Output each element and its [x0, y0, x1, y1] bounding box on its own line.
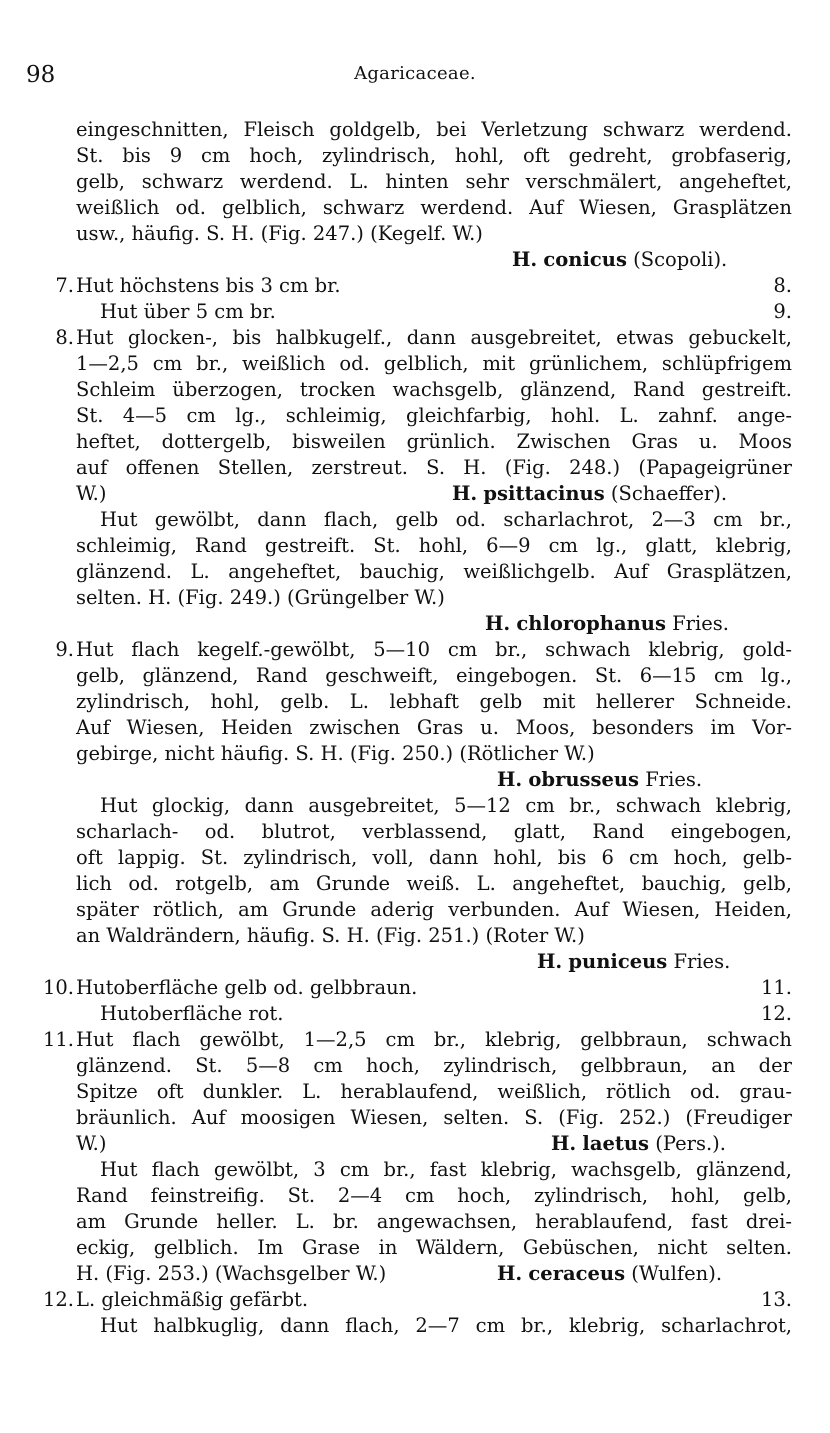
text-line [0, 403, 830, 429]
text-line [0, 897, 830, 923]
text-line [0, 1131, 830, 1157]
line-text: an Waldrändern, häufig. S. H. (Fig. 251.) (Roter W.) [76, 924, 585, 947]
species-epithet: laetus [582, 1132, 650, 1155]
genus-abbrev: H. [537, 950, 563, 973]
text-line [0, 247, 830, 273]
text-line [0, 949, 830, 975]
text-line [0, 1105, 830, 1131]
text-line [0, 117, 830, 143]
key-reference: 13. [760, 1288, 792, 1311]
line-text: Rand feinstreifig. St. 2—4 cm hoch, zylindrisch, hohl, gelb, [76, 1184, 792, 1207]
genus-abbrev: H. [485, 612, 511, 635]
text-line [0, 715, 830, 741]
text-line [0, 767, 830, 793]
key-lead: Hut höchstens bis 3 cm br. [76, 274, 341, 297]
text-line [0, 1235, 830, 1261]
line-text: eingeschnitten, Fleisch goldgelb, bei Verletzung schwarz werdend. [76, 118, 792, 141]
text-line [0, 1027, 830, 1053]
text-line [0, 377, 830, 403]
text-line [0, 1183, 830, 1209]
line-text: auf offenen Stellen, zerstreut. S. H. (Fig. 248.) (Papageigrüner [76, 456, 792, 479]
text-line [0, 221, 830, 247]
line-text: scharlach- od. blutrot, verblassend, glatt, Rand eingebogen, [76, 820, 792, 843]
line-text: gebirge, nicht häufig. S. H. (Fig. 250.) (Rötlicher W.) [76, 742, 595, 765]
species-name [537, 949, 730, 975]
genus-abbrev: H. [497, 768, 523, 791]
line-text: St. 4—5 cm lg., schleimig, gleichfarbig, hohl. L. zahnf. ange- [76, 404, 792, 427]
species-epithet: obrusseus [528, 768, 640, 791]
genus-abbrev: H. [497, 1262, 523, 1285]
species-epithet: conicus [543, 248, 627, 271]
line-text: am Grunde heller. L. br. angewachsen, herablaufend, fast drei- [76, 1210, 792, 1233]
key-lead: Hutoberfläche rot. [100, 1002, 284, 1025]
text-line [0, 819, 830, 845]
species-author: (Scopoli). [633, 248, 728, 271]
line-text: usw., häufig. S. H. (Fig. 247.) (Kegelf. W.) [76, 222, 483, 245]
genus-abbrev: H. [512, 248, 538, 271]
key-number: 9. [55, 638, 74, 661]
text-line [0, 169, 830, 195]
text-line [0, 299, 830, 325]
key-reference: 11. [760, 976, 792, 999]
species-name [497, 767, 702, 793]
key-lead: L. gleichmäßig gefärbt. [76, 1288, 309, 1311]
page-number: 98 [26, 62, 56, 88]
species-author: Fries. [645, 768, 703, 791]
key-lead: Hut über 5 cm br. [100, 300, 276, 323]
line-text: oft lappig. St. zylindrisch, voll, dann hohl, bis 6 cm hoch, gelb- [76, 846, 792, 869]
species-epithet: chlorophanus [516, 612, 666, 635]
line-text: W.) [76, 482, 107, 505]
text-line [0, 923, 830, 949]
species-author: (Pers.). [655, 1132, 726, 1155]
species-author: (Schaeffer). [610, 482, 728, 505]
line-text: H. (Fig. 253.) (Wachsgelber W.) [76, 1262, 387, 1285]
text-line [0, 1287, 830, 1313]
line-text: Hut gewölbt, dann flach, gelb od. scharlachrot, 2—3 cm br., [100, 508, 792, 531]
text-line [0, 273, 830, 299]
line-text: später rötlich, am Grunde aderig verbunden. Auf Wiesen, Heiden, [76, 898, 792, 921]
species-name [551, 1131, 726, 1157]
page-body [0, 117, 830, 1339]
text-line [0, 1001, 830, 1027]
key-number: 12. [42, 1288, 74, 1311]
species-author: (Wulfen). [631, 1262, 723, 1285]
text-line [0, 143, 830, 169]
line-text: Hut flach kegelf.-gewölbt, 5—10 cm br., schwach klebrig, gold- [76, 638, 792, 661]
text-line [0, 533, 830, 559]
key-number: 10. [42, 976, 74, 999]
key-reference: 8. [773, 274, 792, 297]
text-line [0, 585, 830, 611]
key-number: 11. [42, 1028, 74, 1051]
line-text: Hut flach gewölbt, 3 cm br., fast klebrig, wachsgelb, glänzend, [100, 1158, 792, 1181]
running-head: Agaricaceae. [354, 63, 476, 84]
species-author: Fries. [672, 612, 729, 635]
line-text: zylindrisch, hohl, gelb. L. lebhaft gelb mit hellerer Schneide. [76, 690, 792, 713]
text-line [0, 1053, 830, 1079]
text-line [0, 663, 830, 689]
species-name [512, 247, 727, 273]
text-line [0, 1261, 830, 1287]
line-text: Spitze oft dunkler. L. herablaufend, weißlich, rötlich od. grau- [76, 1080, 792, 1103]
text-line [0, 507, 830, 533]
line-text: lich od. rotgelb, am Grunde weiß. L. angeheftet, bauchig, gelb, [76, 872, 792, 895]
line-text: bräunlich. Auf moosigen Wiesen, selten. S. (Fig. 252.) (Freudiger [76, 1106, 792, 1129]
line-text: Hut flach gewölbt, 1—2,5 cm br., klebrig, gelbbraun, schwach [76, 1028, 792, 1051]
line-text: Hut halbkuglig, dann flach, 2—7 cm br., klebrig, scharlachrot, [100, 1314, 792, 1337]
genus-abbrev: H. [452, 482, 478, 505]
species-name [485, 611, 729, 637]
text-line [0, 481, 830, 507]
text-line [0, 637, 830, 663]
line-text: Schleim überzogen, trocken wachsgelb, glänzend, Rand gestreift. [76, 378, 792, 401]
line-text: schleimig, Rand gestreift. St. hohl, 6—9 cm lg., glatt, klebrig, [76, 534, 792, 557]
text-line [0, 429, 830, 455]
text-line [0, 1079, 830, 1105]
text-line [0, 325, 830, 351]
text-line [0, 455, 830, 481]
line-text: Hut glocken-, bis halbkugelf., dann ausgebreitet, etwas gebuckelt, [76, 326, 792, 349]
species-author: Fries. [673, 950, 731, 973]
line-text: Auf Wiesen, Heiden zwischen Gras u. Moos, besonders im Vor- [76, 716, 792, 739]
text-line [0, 793, 830, 819]
species-epithet: ceraceus [528, 1262, 626, 1285]
text-line [0, 351, 830, 377]
text-line [0, 195, 830, 221]
text-line [0, 845, 830, 871]
genus-abbrev: H. [551, 1132, 577, 1155]
line-text: 1—2,5 cm br., weißlich od. gelblich, mit grünlichem, schlüpfrigem [76, 352, 792, 375]
text-line [0, 741, 830, 767]
species-epithet: puniceus [568, 950, 668, 973]
text-line [0, 1209, 830, 1235]
species-epithet: psittacinus [483, 482, 605, 505]
line-text: glänzend. L. angeheftet, bauchig, weißlichgelb. Auf Grasplätzen, [76, 560, 792, 583]
text-line [0, 1157, 830, 1183]
line-text: St. bis 9 cm hoch, zylindrisch, hohl, oft gedreht, grobfaserig, [76, 144, 792, 167]
text-line [0, 559, 830, 585]
species-name [452, 481, 727, 507]
species-name [497, 1261, 722, 1287]
line-text: Hut glockig, dann ausgebreitet, 5—12 cm br., schwach klebrig, [100, 794, 792, 817]
line-text: glänzend. St. 5—8 cm hoch, zylindrisch, gelbbraun, an der [76, 1054, 792, 1077]
key-lead: Hutoberfläche gelb od. gelbbraun. [76, 976, 418, 999]
text-line [0, 871, 830, 897]
text-line [0, 975, 830, 1001]
key-reference: 12. [760, 1002, 792, 1025]
line-text: weißlich od. gelblich, schwarz werdend. Auf Wiesen, Grasplätzen [76, 196, 792, 219]
key-reference: 9. [773, 300, 792, 323]
line-text: gelb, schwarz werdend. L. hinten sehr verschmälert, angeheftet, [76, 170, 792, 193]
line-text: eckig, gelblich. Im Grase in Wäldern, Gebüschen, nicht selten. [76, 1236, 792, 1259]
line-text: gelb, glänzend, Rand geschweift, eingebogen. St. 6—15 cm lg., [76, 664, 792, 687]
line-text: heftet, dottergelb, bisweilen grünlich. Zwischen Gras u. Moos [76, 430, 792, 453]
line-text: selten. H. (Fig. 249.) (Grüngelber W.) [76, 586, 445, 609]
text-line [0, 689, 830, 715]
key-number: 7. [55, 274, 74, 297]
text-line [0, 1313, 830, 1339]
line-text: W.) [76, 1132, 107, 1155]
text-line [0, 611, 830, 637]
key-number: 8. [55, 326, 74, 349]
